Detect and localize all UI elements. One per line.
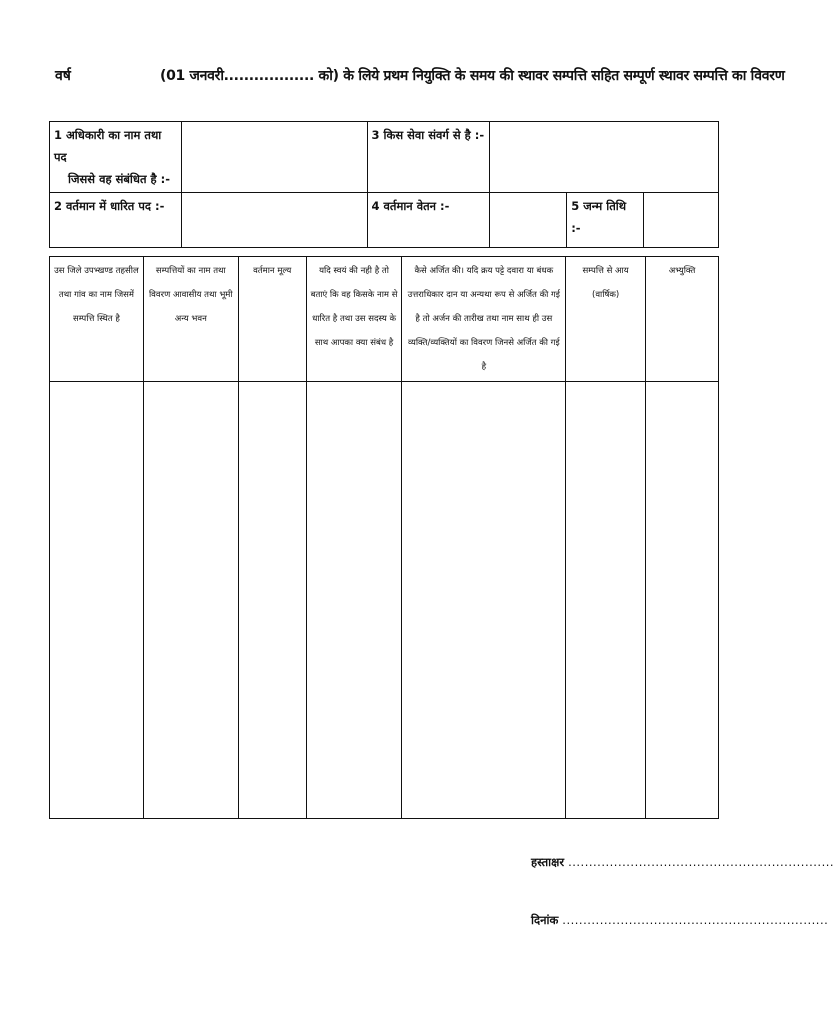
- current-post-field[interactable]: [181, 193, 367, 248]
- date-label: दिनांक: [531, 913, 559, 927]
- cell-remarks[interactable]: [646, 382, 719, 819]
- service-cadre-label: 3 किस सेवा संवर्ग से है :-: [367, 122, 490, 193]
- officer-info-table: [49, 121, 719, 248]
- title-text: (01 जनवरी.................. को) के लिये प्रथम नियुक्ति के समय की स्थावर सम्पत्ति सहित सम्पूर्ण स्थावर सम्पत्ति का विवरण: [160, 68, 785, 84]
- cell-holder-relation[interactable]: [306, 382, 402, 819]
- header-location: उस जिले उपभ्खण्ड तहसील तथा गांव का नाम जिसमें सम्पत्ति स्थित है: [50, 257, 144, 382]
- header-income: सम्पत्ति से आय (वार्षिक): [566, 257, 646, 382]
- header-remarks: अभ्युक्ति: [646, 257, 719, 382]
- table-header-row: [50, 257, 719, 382]
- property-details-table: [49, 256, 719, 819]
- form-title: [50, 66, 785, 90]
- birth-date-label: 5 जन्म तिथि :-: [567, 193, 644, 248]
- service-cadre-field[interactable]: [490, 122, 719, 193]
- header-property-description: सम्पत्तियों का नाम तथा विवरण आवासीय तथा भूमी अन्य भवन: [143, 257, 238, 382]
- signature-line[interactable]: [531, 855, 834, 870]
- header-acquisition: कैसे अर्जित की। यदि क्रय पट्टे दवारा या बंधक उत्तराधिकार दान या अन्यथा रूप से अर्जित की गई है तो अर्जन की तारीख तथा नाम साथ ही उस व्यक्ति/व्यक्तियों का विवरण जिनसे अर्जित की गई है: [402, 257, 566, 382]
- date-line[interactable]: [531, 913, 828, 928]
- officer-name-label: 1 अधिकारी का नाम तथा पद जिससे वह संबंधित है :-: [50, 122, 182, 193]
- cell-location[interactable]: [50, 382, 144, 819]
- cell-income[interactable]: [566, 382, 646, 819]
- cell-property-description[interactable]: [143, 382, 238, 819]
- header-holder-relation: यदि स्वयं की नही है तो बताएं कि वह किसके नाम से धारित है तथा उस सदस्य के साथ आपका क्या संबंध है: [306, 257, 402, 382]
- signature-label: हस्ताक्षर: [531, 855, 565, 869]
- current-post-label: 2 वर्तमान में धारित पद :-: [50, 193, 182, 248]
- header-current-value: वर्तमान मूल्य: [238, 257, 306, 382]
- current-salary-label: 4 वर्तमान वेतन :-: [367, 193, 490, 248]
- officer-name-field[interactable]: [181, 122, 367, 193]
- signature-dots: ................................................................: [568, 855, 834, 869]
- birth-date-field[interactable]: [644, 193, 719, 248]
- year-label: वर्ष: [55, 68, 71, 84]
- cell-current-value[interactable]: [238, 382, 306, 819]
- table-row: [50, 382, 719, 819]
- date-dots: ................................................................: [562, 913, 829, 927]
- current-salary-field[interactable]: [490, 193, 567, 248]
- cell-acquisition[interactable]: [402, 382, 566, 819]
